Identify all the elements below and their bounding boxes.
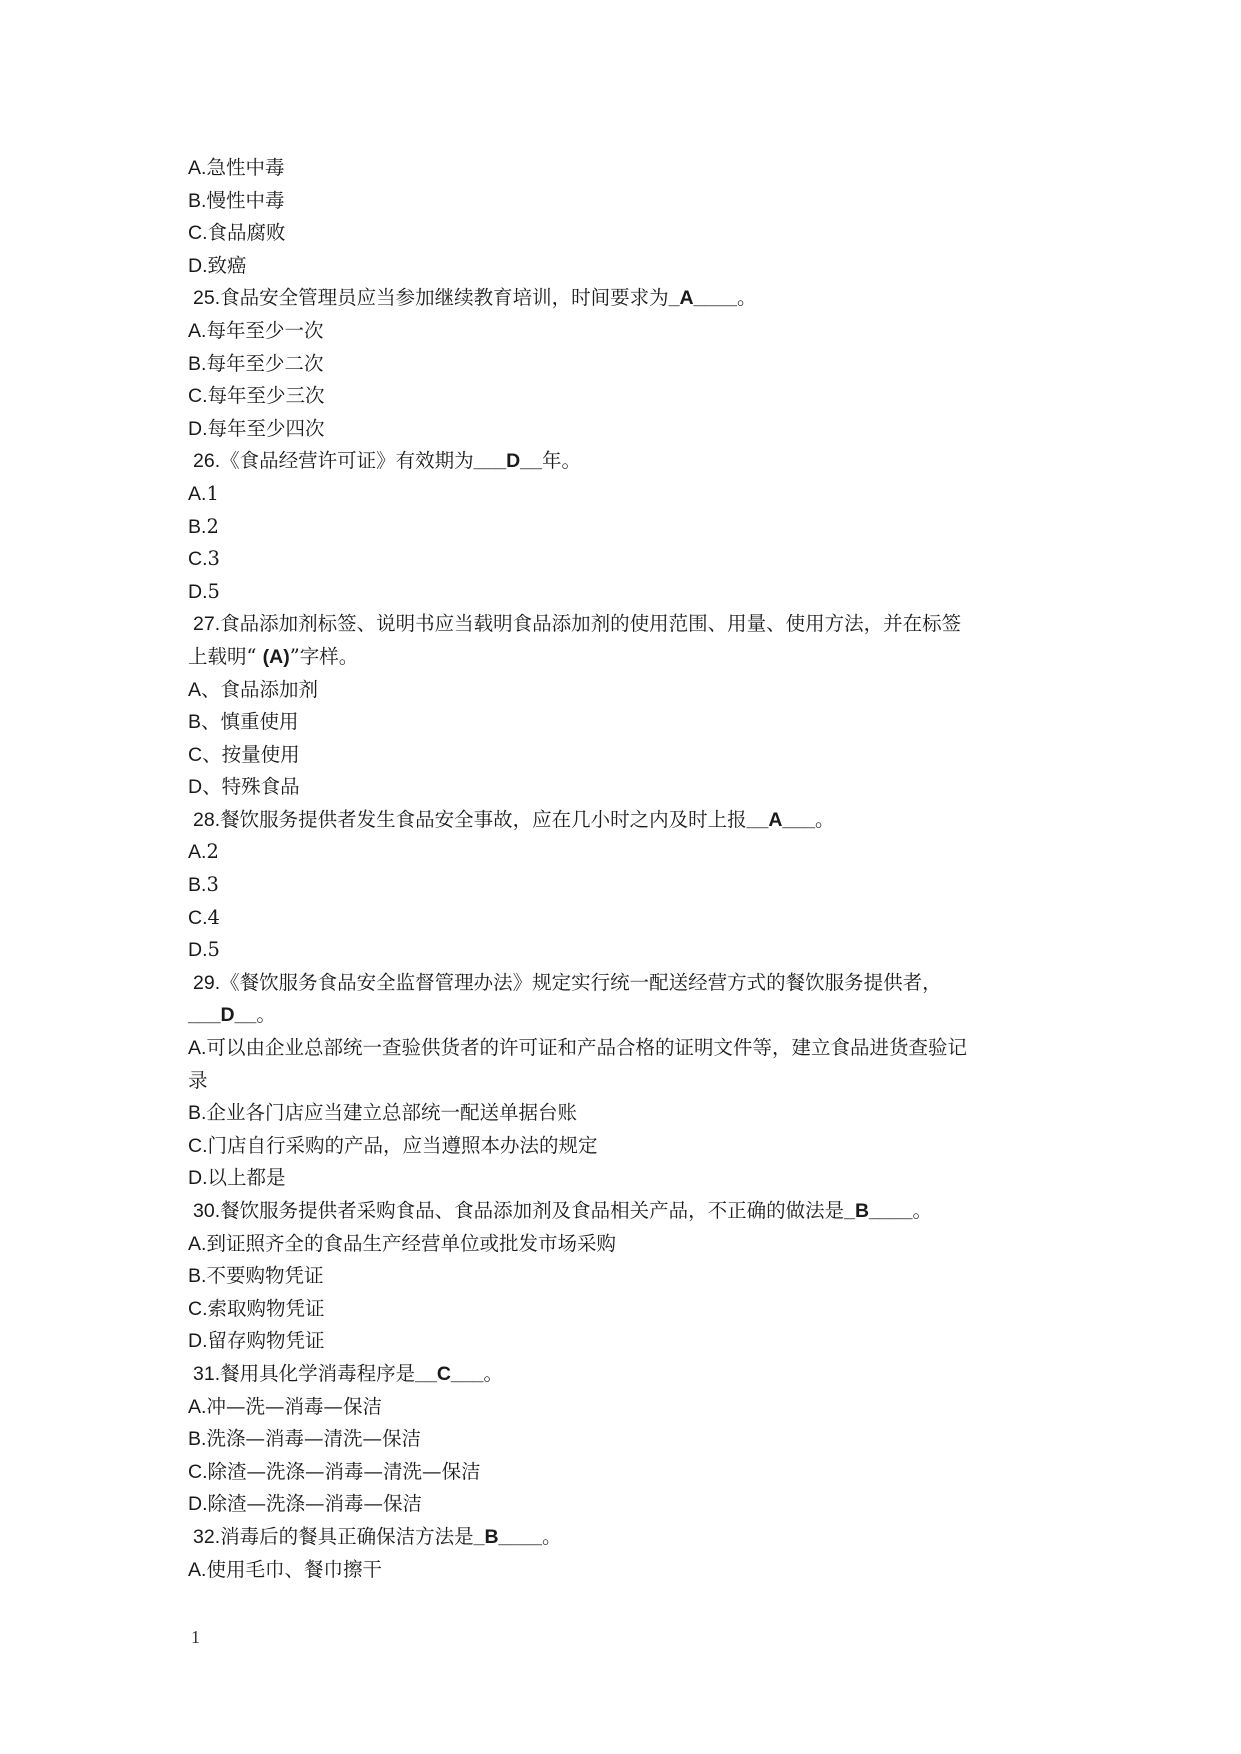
- question-text: 餐饮服务提供者发生食品安全事故，应在几小时之内及时上报: [220, 807, 747, 831]
- answer-blank: _A____: [668, 287, 737, 310]
- question-text: 餐用具化学消毒程序是: [220, 1361, 416, 1385]
- option-marker: C.: [188, 222, 208, 245]
- option-text: 慎重使用: [220, 710, 299, 734]
- option-text: 上载明“: [188, 644, 263, 668]
- option-marker: C.: [188, 1460, 208, 1483]
- question-tail: 。: [912, 1199, 932, 1222]
- question-text: 餐饮服务提供者采购食品、食品添加剂及食品相关产品，不正确的做法是: [220, 1199, 845, 1222]
- option-text: 索取购物凭证: [207, 1296, 325, 1320]
- option-line: [188, 674, 1068, 707]
- answer-blank: __C___: [415, 1362, 484, 1385]
- answer-blank: ___D__: [473, 450, 542, 473]
- option-line: [188, 641, 1068, 674]
- option-text: 企业各门店应当建立总部统一配送单据台账: [206, 1101, 577, 1125]
- option-line: [188, 1554, 1068, 1587]
- option-marker: A.: [188, 1395, 207, 1418]
- option-line: [188, 511, 1068, 544]
- option-line: [188, 250, 1068, 283]
- option-text: 洗涤—消毒—清洗—保洁: [206, 1427, 421, 1451]
- option-line: [188, 836, 1068, 869]
- question-tail: 年。: [541, 449, 581, 473]
- option-marker: A.: [188, 1232, 207, 1255]
- answer-blank: __A___: [746, 808, 815, 831]
- option-line: [188, 576, 1068, 609]
- answer-blank: ___D__: [188, 1004, 257, 1027]
- question-text: 食品添加剂标签、说明书应当载明食品添加剂的使用范围、用量、使用方法，并在标签: [220, 612, 962, 636]
- option-line: [188, 1325, 1068, 1358]
- option-text: 2: [206, 840, 219, 864]
- option-line: [188, 1228, 1068, 1261]
- question-text: 《餐饮服务食品安全监督管理办法》规定实行统一配送经营方式的餐饮服务提供者，: [220, 970, 942, 994]
- option-text: 留存购物凭证: [207, 1329, 325, 1353]
- option-tail: ”字样。: [289, 644, 359, 668]
- question-number: 25.: [193, 287, 221, 310]
- option-marker: A.: [188, 482, 207, 505]
- question-line: [188, 804, 1068, 837]
- option-tail: 。: [256, 1003, 276, 1027]
- option-line: [188, 152, 1068, 185]
- option-text: 可以由企业总部统一查验供货者的许可证和产品合格的证明文件等，建立食品进货查验记: [206, 1036, 967, 1060]
- option-line: [188, 1456, 1068, 1489]
- option-line: [188, 1065, 1068, 1098]
- option-marker: B.: [188, 1428, 207, 1451]
- option-text: 4: [207, 905, 220, 929]
- option-line: [188, 999, 1068, 1032]
- answer-blank: (A): [262, 645, 290, 668]
- question-tail: 。: [736, 286, 757, 310]
- question-line: [188, 608, 1068, 641]
- question-number: 27.: [193, 613, 221, 636]
- option-text: 不要购物凭证: [206, 1264, 324, 1288]
- option-text: 致癌: [207, 253, 247, 277]
- option-text: 按量使用: [221, 742, 300, 766]
- option-marker: C、: [188, 743, 222, 766]
- option-marker: B.: [188, 1265, 207, 1288]
- option-text: 特殊食品: [221, 775, 300, 799]
- option-marker: D.: [188, 580, 208, 603]
- question-line: [188, 282, 1068, 315]
- option-marker: D.: [188, 939, 208, 962]
- option-marker: A.: [188, 1558, 207, 1581]
- option-text: 冲—洗—消毒—保洁: [206, 1394, 382, 1418]
- question-text: 消毒后的餐具正确保洁方法是: [220, 1524, 474, 1548]
- option-text: 3: [207, 547, 220, 571]
- option-marker: C.: [188, 906, 208, 929]
- question-line: [188, 445, 1068, 478]
- option-marker: D.: [188, 417, 208, 440]
- option-marker: C.: [188, 1297, 208, 1320]
- option-text: 以上都是: [207, 1166, 286, 1190]
- question-line: [188, 1521, 1068, 1554]
- option-line: [188, 1097, 1068, 1130]
- option-line: [188, 1130, 1068, 1163]
- option-text: 5: [207, 938, 220, 962]
- option-line: [188, 1488, 1068, 1521]
- option-marker: A、: [188, 678, 221, 701]
- option-marker: B.: [188, 515, 207, 538]
- option-line: [188, 771, 1068, 804]
- option-line: [188, 739, 1068, 772]
- option-text: 3: [206, 873, 219, 897]
- document-body: [188, 152, 1068, 1586]
- page-number: 1: [191, 1627, 200, 1647]
- option-text: 食品腐败: [207, 221, 286, 245]
- option-text: 食品添加剂: [220, 677, 319, 701]
- option-line: [188, 185, 1068, 218]
- question-text: 食品安全管理员应当参加继续教育培训，时间要求为: [220, 286, 669, 310]
- question-number: 31.: [193, 1362, 221, 1385]
- option-marker: D.: [188, 1493, 208, 1516]
- option-line: [188, 869, 1068, 902]
- option-text: 除渣—洗涤—消毒—保洁: [207, 1492, 423, 1516]
- option-line: [188, 934, 1068, 967]
- option-text: 每年至少二次: [206, 351, 324, 375]
- option-marker: D.: [188, 1330, 208, 1353]
- option-marker: B.: [188, 189, 207, 212]
- option-line: [188, 380, 1068, 413]
- option-marker: C.: [188, 1134, 208, 1157]
- option-line: [188, 1162, 1068, 1195]
- option-line: [188, 413, 1068, 446]
- option-text: 慢性中毒: [206, 188, 285, 212]
- answer-blank: _B____: [473, 1525, 542, 1548]
- option-marker: A.: [188, 157, 207, 179]
- answer-blank: _B____: [844, 1200, 913, 1222]
- option-text: 2: [206, 514, 219, 538]
- option-line: [188, 315, 1068, 348]
- option-marker: D.: [188, 254, 208, 277]
- question-number: 32.: [193, 1525, 221, 1548]
- option-marker: B.: [188, 874, 207, 897]
- question-tail: 。: [814, 807, 835, 831]
- question-number: 26.: [193, 450, 221, 473]
- option-text: 每年至少一次: [206, 318, 324, 342]
- option-marker: D.: [188, 1167, 208, 1190]
- question-line: [188, 1358, 1068, 1391]
- option-line: [188, 706, 1068, 739]
- option-text: 1: [206, 481, 219, 505]
- question-number: 28.: [193, 808, 221, 831]
- option-line: [188, 1293, 1068, 1326]
- option-text: 5: [207, 579, 220, 603]
- question-number: 30.: [193, 1200, 221, 1222]
- option-text: 除渣—洗涤—消毒—清洗—保洁: [207, 1459, 481, 1483]
- question-tail: 。: [541, 1524, 562, 1548]
- question-text: 《食品经营许可证》有效期为: [220, 449, 474, 473]
- option-marker: B、: [188, 711, 221, 734]
- option-text: 到证照齐全的食品生产经营单位或批发市场采购: [206, 1231, 616, 1255]
- option-text: 急性中毒: [206, 156, 285, 179]
- option-marker: C.: [188, 548, 208, 571]
- option-marker: D、: [188, 776, 222, 799]
- option-line: [188, 1391, 1068, 1424]
- option-line: [188, 1423, 1068, 1456]
- option-line: [188, 478, 1068, 511]
- question-line: [188, 1195, 1068, 1228]
- option-text: 每年至少四次: [207, 416, 325, 440]
- option-marker: B.: [188, 1102, 207, 1125]
- option-line: [188, 348, 1068, 381]
- option-marker: A.: [188, 841, 207, 864]
- option-line: [188, 217, 1068, 250]
- option-text: 每年至少三次: [207, 384, 325, 408]
- option-line: [188, 1260, 1068, 1293]
- option-marker: C.: [188, 385, 208, 408]
- option-marker: B.: [188, 352, 207, 375]
- question-tail: 。: [483, 1361, 503, 1385]
- option-line: [188, 902, 1068, 935]
- option-marker: A.: [188, 1037, 207, 1060]
- question-number: 29.: [193, 971, 221, 994]
- option-text: 录: [188, 1068, 208, 1092]
- question-line: [188, 967, 1068, 1000]
- option-line: [188, 543, 1068, 576]
- option-text: 使用毛巾、餐巾擦干: [206, 1557, 382, 1581]
- option-text: 门店自行采购的产品，应当遵照本办法的规定: [207, 1133, 598, 1157]
- option-line: [188, 1032, 1068, 1065]
- option-marker: A.: [188, 319, 207, 342]
